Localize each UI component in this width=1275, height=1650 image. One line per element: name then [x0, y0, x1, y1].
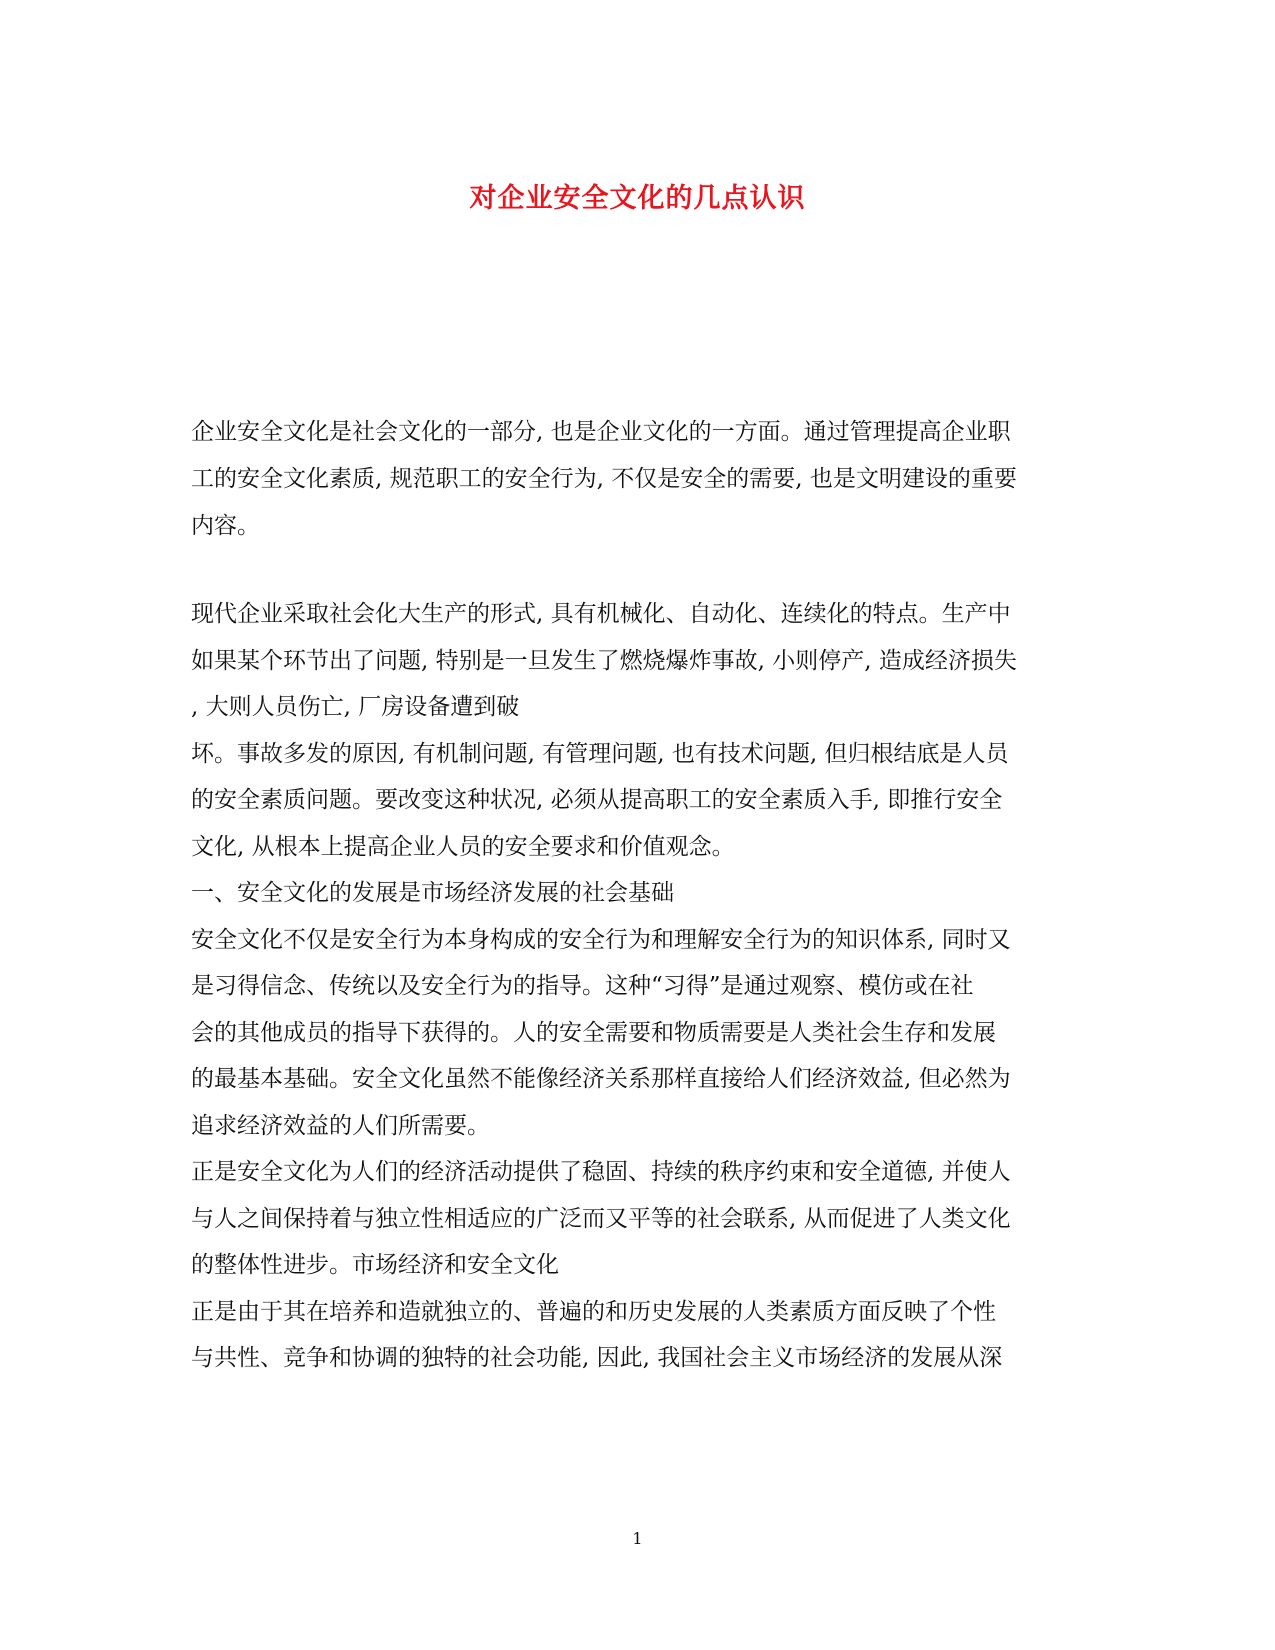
- para4-line-1: 正是安全文化为人们的经济活动提供了稳固、持续的秩序约束和安全道德, 并使人: [191, 1159, 1011, 1185]
- document-title: 对企业安全文化的几点认识: [469, 183, 806, 214]
- para2-line-1: 现代企业采取社会化大生产的形式, 具有机械化、自动化、连续化的特点。生产中: [191, 601, 1011, 627]
- para1-line-2: 工的安全文化素质, 规范职工的安全行为, 不仅是安全的需要, 也是文明建设的重要: [191, 466, 1017, 492]
- para2-line-6: 文化, 从根本上提高企业人员的安全要求和价值观念。: [191, 834, 735, 860]
- para3-line-4: 的最基本基础。安全文化虽然不能像经济关系那样直接给人们经济效益, 但必然为: [191, 1066, 1011, 1092]
- para4-line-2: 与人之间保持着与独立性相适应的广泛而又平等的社会联系, 从而促进了人类文化: [191, 1206, 1011, 1232]
- para5-line-1: 正是由于其在培养和造就独立的、普遍的和历史发展的人类素质方面反映了个性: [191, 1299, 996, 1325]
- para5-line-2: 与共性、竞争和协调的独特的社会功能, 因此, 我国社会主义市场经济的发展从深: [191, 1345, 1003, 1371]
- para1-line-1: 企业安全文化是社会文化的一部分, 也是企业文化的一方面。通过管理提高企业职: [191, 419, 1011, 445]
- para3-line-2: 是习得信念、传统以及安全行为的指导。这种“习得”是通过观察、模仿或在社: [191, 973, 974, 999]
- para2-line-5: 的安全素质问题。要改变这种状况, 必须从提高职工的安全素质入手, 即推行安全: [191, 787, 1003, 813]
- para2-line-3: , 大则人员伤亡, 厂房设备遭到破: [191, 694, 520, 720]
- page-number: 1: [632, 1529, 643, 1548]
- section-heading-1: 一、安全文化的发展是市场经济发展的社会基础: [191, 880, 674, 906]
- para3-line-3: 会的其他成员的指导下获得的。人的安全需要和物质需要是人类社会生存和发展: [191, 1020, 996, 1046]
- para2-line-4: 坏。事故多发的原因, 有机制问题, 有管理问题, 也有技术问题, 但归根结底是人员: [191, 741, 1009, 767]
- para3-line-5: 追求经济效益的人们所需要。: [191, 1113, 490, 1139]
- para3-line-1: 安全文化不仅是安全行为本身构成的安全行为和理解安全行为的知识体系, 同时又: [191, 927, 1011, 953]
- para2-line-2: 如果某个环节出了问题, 特别是一旦发生了燃烧爆炸事故, 小则停产, 造成经济损失: [191, 648, 1017, 674]
- para4-line-3: 的整体性进步。市场经济和安全文化: [191, 1252, 559, 1278]
- para1-line-3: 内容。: [191, 513, 260, 539]
